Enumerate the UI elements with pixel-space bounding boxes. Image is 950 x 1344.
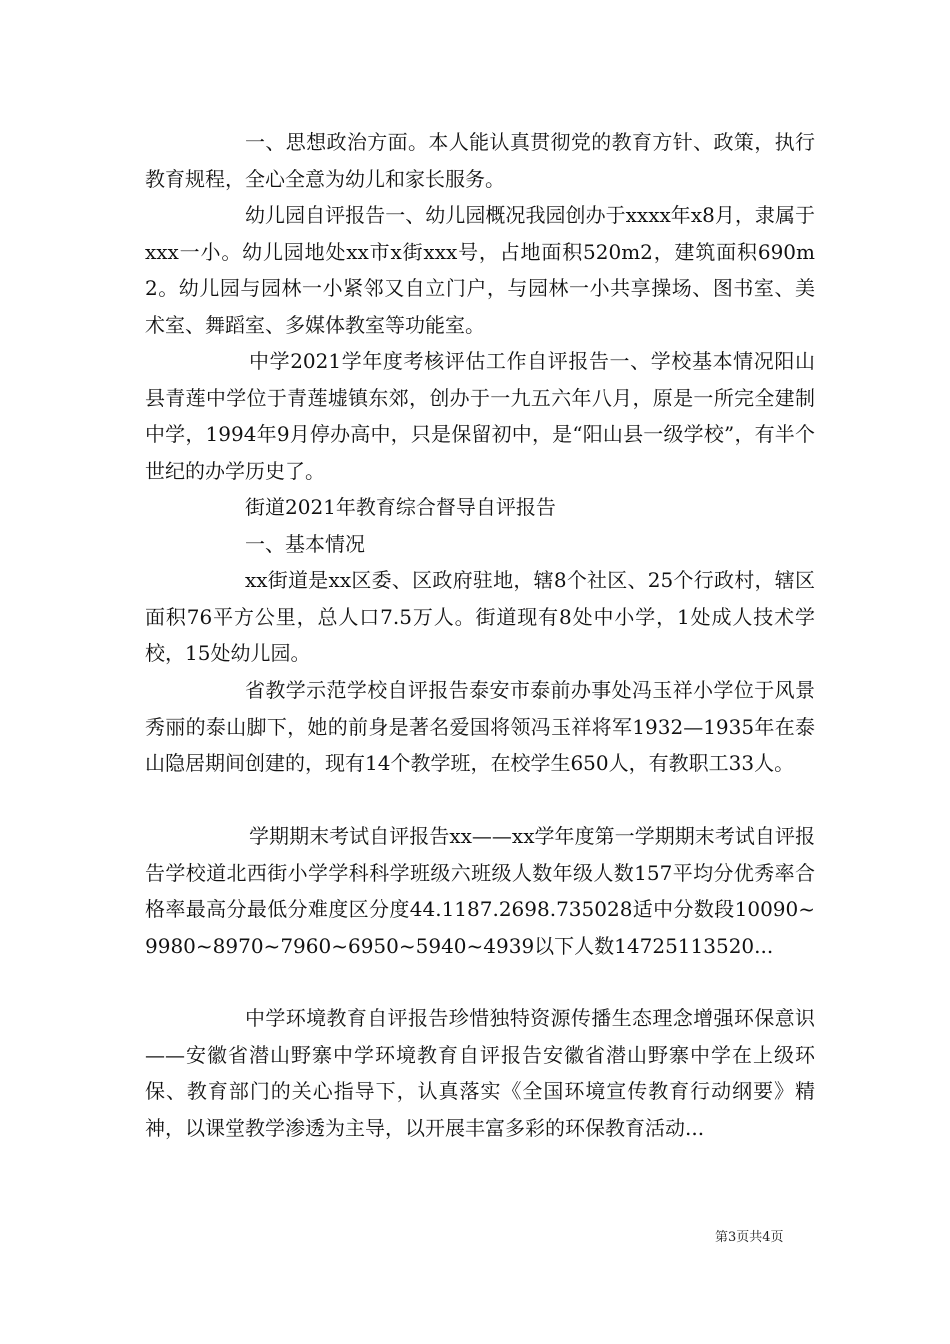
paragraph-street-overview: xx街道是xx区委、区政府驻地，辖8个社区、25个行政村，辖区面积76平方公里，总人口7.5万人。街道现有8处中小学，1处成人技术学校，15处幼儿园。 bbox=[145, 568, 815, 665]
paragraph-political-thought: 一、思想政治方面。本人能认真贯彻党的教育方针、政策，执行教育规程，全心全意为幼儿和家长服务。 bbox=[145, 130, 815, 191]
paragraph-middle-school-assessment: 中学2021学年度考核评估工作自评报告一、学校基本情况阳山县青莲中学位于青莲墟镇东郊，创办于一九五六年八月，原是一所完全建制中学，1994年9月停办高中，只是保留初中，是“阳山县一级学校”，有半个世纪的办学历史了。 bbox=[145, 349, 815, 483]
paragraph-street-education-title: 街道2021年教育综合督导自评报告 bbox=[245, 495, 556, 519]
paragraph-final-exam-report: 学期期末考试自评报告xx——xx学年度第一学期期末考试自评报告学校道北西街小学学科科学班级六班级人数年级人数157平均分优秀率合格率最高分最低分难度区分度44.1187.2698.735028适中分数段10090~9980~8970~7960~6950~5940~4939以下人数14725113520... bbox=[145, 824, 815, 958]
paragraph-kindergarten-report: 幼儿园自评报告一、幼儿园概况我园创办于xxxx年x8月，隶属于xxx一小。幼儿园地处xx市x街xxx号，占地面积520m2，建筑面积690m2。幼儿园与园林一小紧邻又自立门户，与园林一小共享操场、图书室、美术室、舞蹈室、多媒体教室等功能室。 bbox=[145, 203, 815, 337]
paragraph-environmental-education: 中学环境教育自评报告珍惜独特资源传播生态理念增强环保意识——安徽省潜山野寨中学环境教育自评报告安徽省潜山野寨中学在上级环保、教育部门的关心指导下，认真落实《全国环境宣传教育行动纲要》精神，以课堂教学渗透为主导，以开展丰富多彩的环保教育活动... bbox=[145, 1006, 815, 1140]
paragraph-basic-situation-heading: 一、基本情况 bbox=[245, 532, 365, 556]
paragraph-demonstration-school: 省教学示范学校自评报告泰安市泰前办事处冯玉祥小学位于风景秀丽的泰山脚下，她的前身是著名爱国将领冯玉祥将军1932—1935年在泰山隐居期间创建的，现有14个教学班，在校学生650人，有教职工33人。 bbox=[145, 678, 815, 775]
page-number-footer: 第3页共4页 bbox=[715, 1230, 784, 1245]
